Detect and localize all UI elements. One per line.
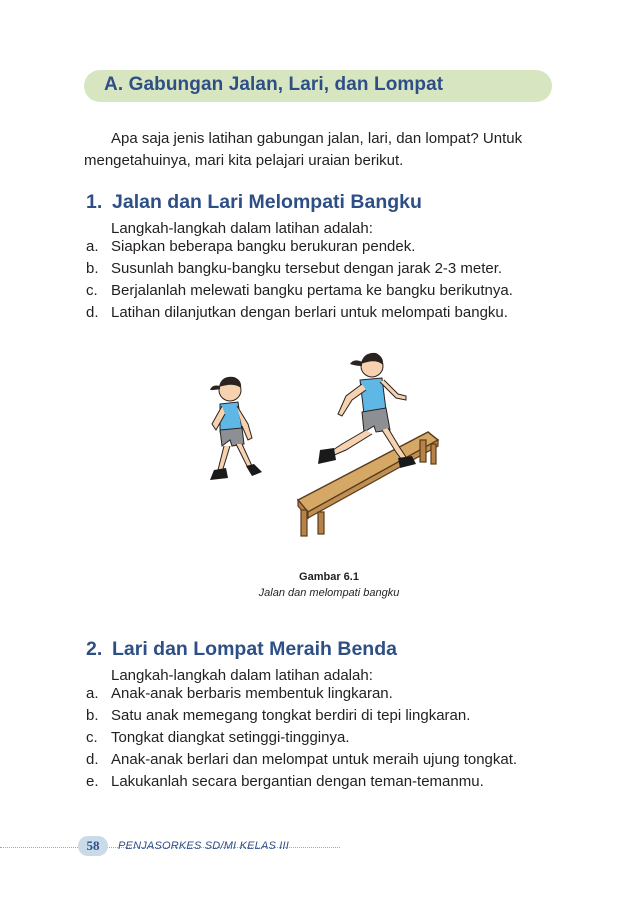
step-item: e. Lakukanlah secara bergantian dengan teman-temanmu.	[86, 773, 484, 790]
intro-line-2: mengetahuinya, mari kita pelajari uraian berikut.	[84, 152, 404, 169]
step-item: a. Anak-anak berbaris membentuk lingkaran.	[86, 685, 393, 702]
step-item: d. Anak-anak berlari dan melompat untuk meraih ujung tongkat.	[86, 751, 518, 768]
bench-icon	[298, 432, 438, 536]
section-2-steps-intro: Langkah-langkah dalam latihan adalah:	[111, 667, 373, 684]
section-2-heading	[86, 638, 397, 661]
step-item: c. Tongkat diangkat setinggi-tingginya.	[86, 729, 350, 746]
jumping-girl-icon	[318, 353, 416, 468]
section-2-title: Lari dan Lompat Meraih Benda	[112, 638, 397, 660]
walking-jumping-bench-illustration	[190, 340, 450, 540]
section-banner-title: A. Gabungan Jalan, Lari, dan Lompat	[104, 74, 444, 95]
section-1-heading	[86, 191, 422, 214]
step-item: b. Susunlah bangku-bangku tersebut dengan jarak 2-3 meter.	[86, 260, 503, 277]
section-1-steps-intro: Langkah-langkah dalam latihan adalah:	[111, 220, 373, 237]
figure-label: Gambar 6.1	[299, 571, 359, 583]
step-item: c. Berjalanlah melewati bangku pertama ke bangku berikutnya.	[86, 282, 513, 299]
figure-caption: Jalan dan melompati bangku	[258, 587, 400, 599]
intro-paragraph	[84, 128, 564, 172]
footer-book-title: PENJASORKES SD/MI KELAS III	[118, 840, 290, 852]
walking-girl-icon	[210, 377, 262, 480]
step-item: d. Latihan dilanjutkan dengan berlari untuk melompati bangku.	[86, 304, 508, 321]
section-1-number: 1.	[86, 191, 103, 213]
page-number: 58	[78, 836, 108, 856]
section-1-steps	[86, 236, 513, 324]
section-2-number: 2.	[86, 638, 103, 660]
step-item: b. Satu anak memegang tongkat berdiri di tepi lingkaran.	[86, 707, 471, 724]
intro-line-1: Apa saja jenis latihan gabungan jalan, lari, dan lompat? Untuk	[111, 130, 523, 147]
section-1-title: Jalan dan Lari Melompati Bangku	[112, 191, 422, 213]
step-item: a. Siapkan beberapa bangku berukuran pendek.	[86, 238, 416, 255]
section-2-steps	[86, 683, 517, 793]
